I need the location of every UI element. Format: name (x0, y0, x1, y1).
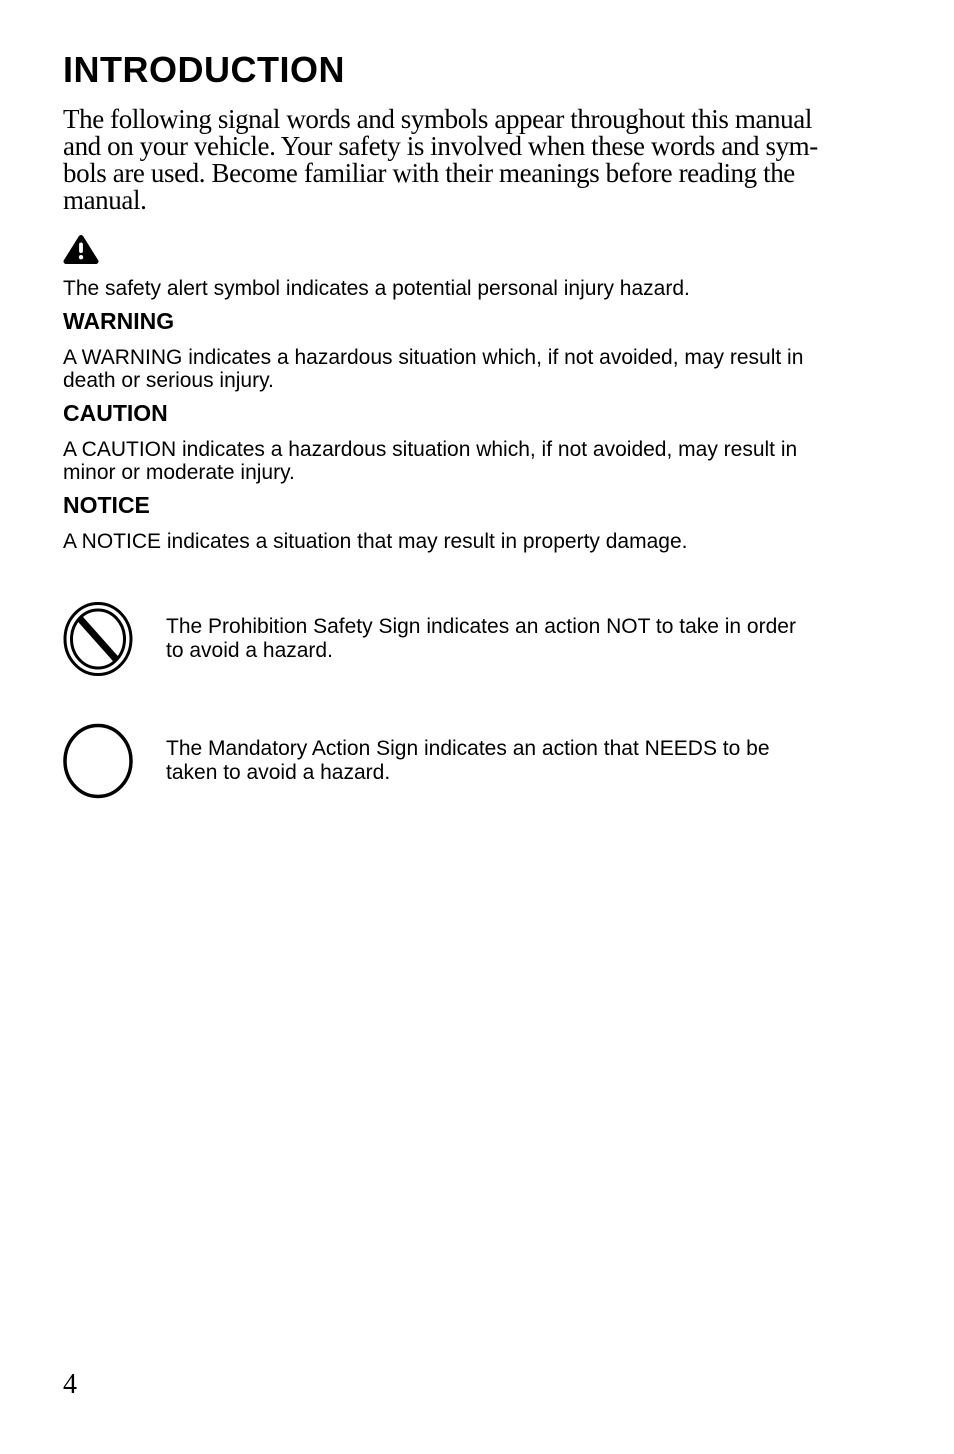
mandatory-action-sign-icon (62, 723, 134, 799)
intro-line: The following signal words and symbols appear throughout this manual (63, 104, 812, 134)
caution-body (63, 438, 894, 484)
safety-alert-description: The safety alert symbol indicates a potential personal injury hazard. (63, 277, 690, 300)
warning-heading: WARNING (63, 308, 175, 334)
page-title: INTRODUCTION (63, 49, 345, 90)
caution-body-line: minor or moderate injury. (63, 461, 295, 484)
notice-body-line: A NOTICE indicates a situation that may result in property damage. (63, 530, 688, 553)
safety-alert-icon (63, 234, 99, 265)
intro-paragraph (63, 106, 894, 214)
caution-heading: CAUTION (63, 400, 168, 426)
notice-heading: NOTICE (63, 492, 150, 518)
prohibition-line: The Prohibition Safety Sign indicates an action NOT to take in order (166, 615, 796, 638)
caution-body-line: A CAUTION indicates a hazardous situation which, if not avoided, may result in (63, 438, 798, 461)
warning-body (63, 346, 894, 392)
mandatory-action-sign-row (63, 723, 894, 799)
prohibition-sign-row (63, 601, 894, 677)
intro-line: bols are used. Become familiar with their meanings before reading the (63, 158, 795, 188)
mandatory-action-sign-description (166, 737, 770, 785)
intro-line: and on your vehicle. Your safety is involved when these words and sym- (63, 131, 818, 161)
warning-body-line: A WARNING indicates a hazardous situation which, if not avoided, may result in (63, 346, 804, 369)
prohibition-sign-description (166, 615, 796, 663)
intro-line: manual. (63, 185, 147, 215)
mandatory-line: taken to avoid a hazard. (166, 761, 391, 784)
prohibition-line: to avoid a hazard. (166, 639, 333, 662)
notice-body (63, 530, 894, 553)
page-number: 4 (63, 1369, 77, 1400)
mandatory-line: The Mandatory Action Sign indicates an action that NEEDS to be (166, 737, 770, 760)
prohibition-sign-icon (62, 601, 134, 677)
warning-body-line: death or serious injury. (63, 369, 274, 392)
